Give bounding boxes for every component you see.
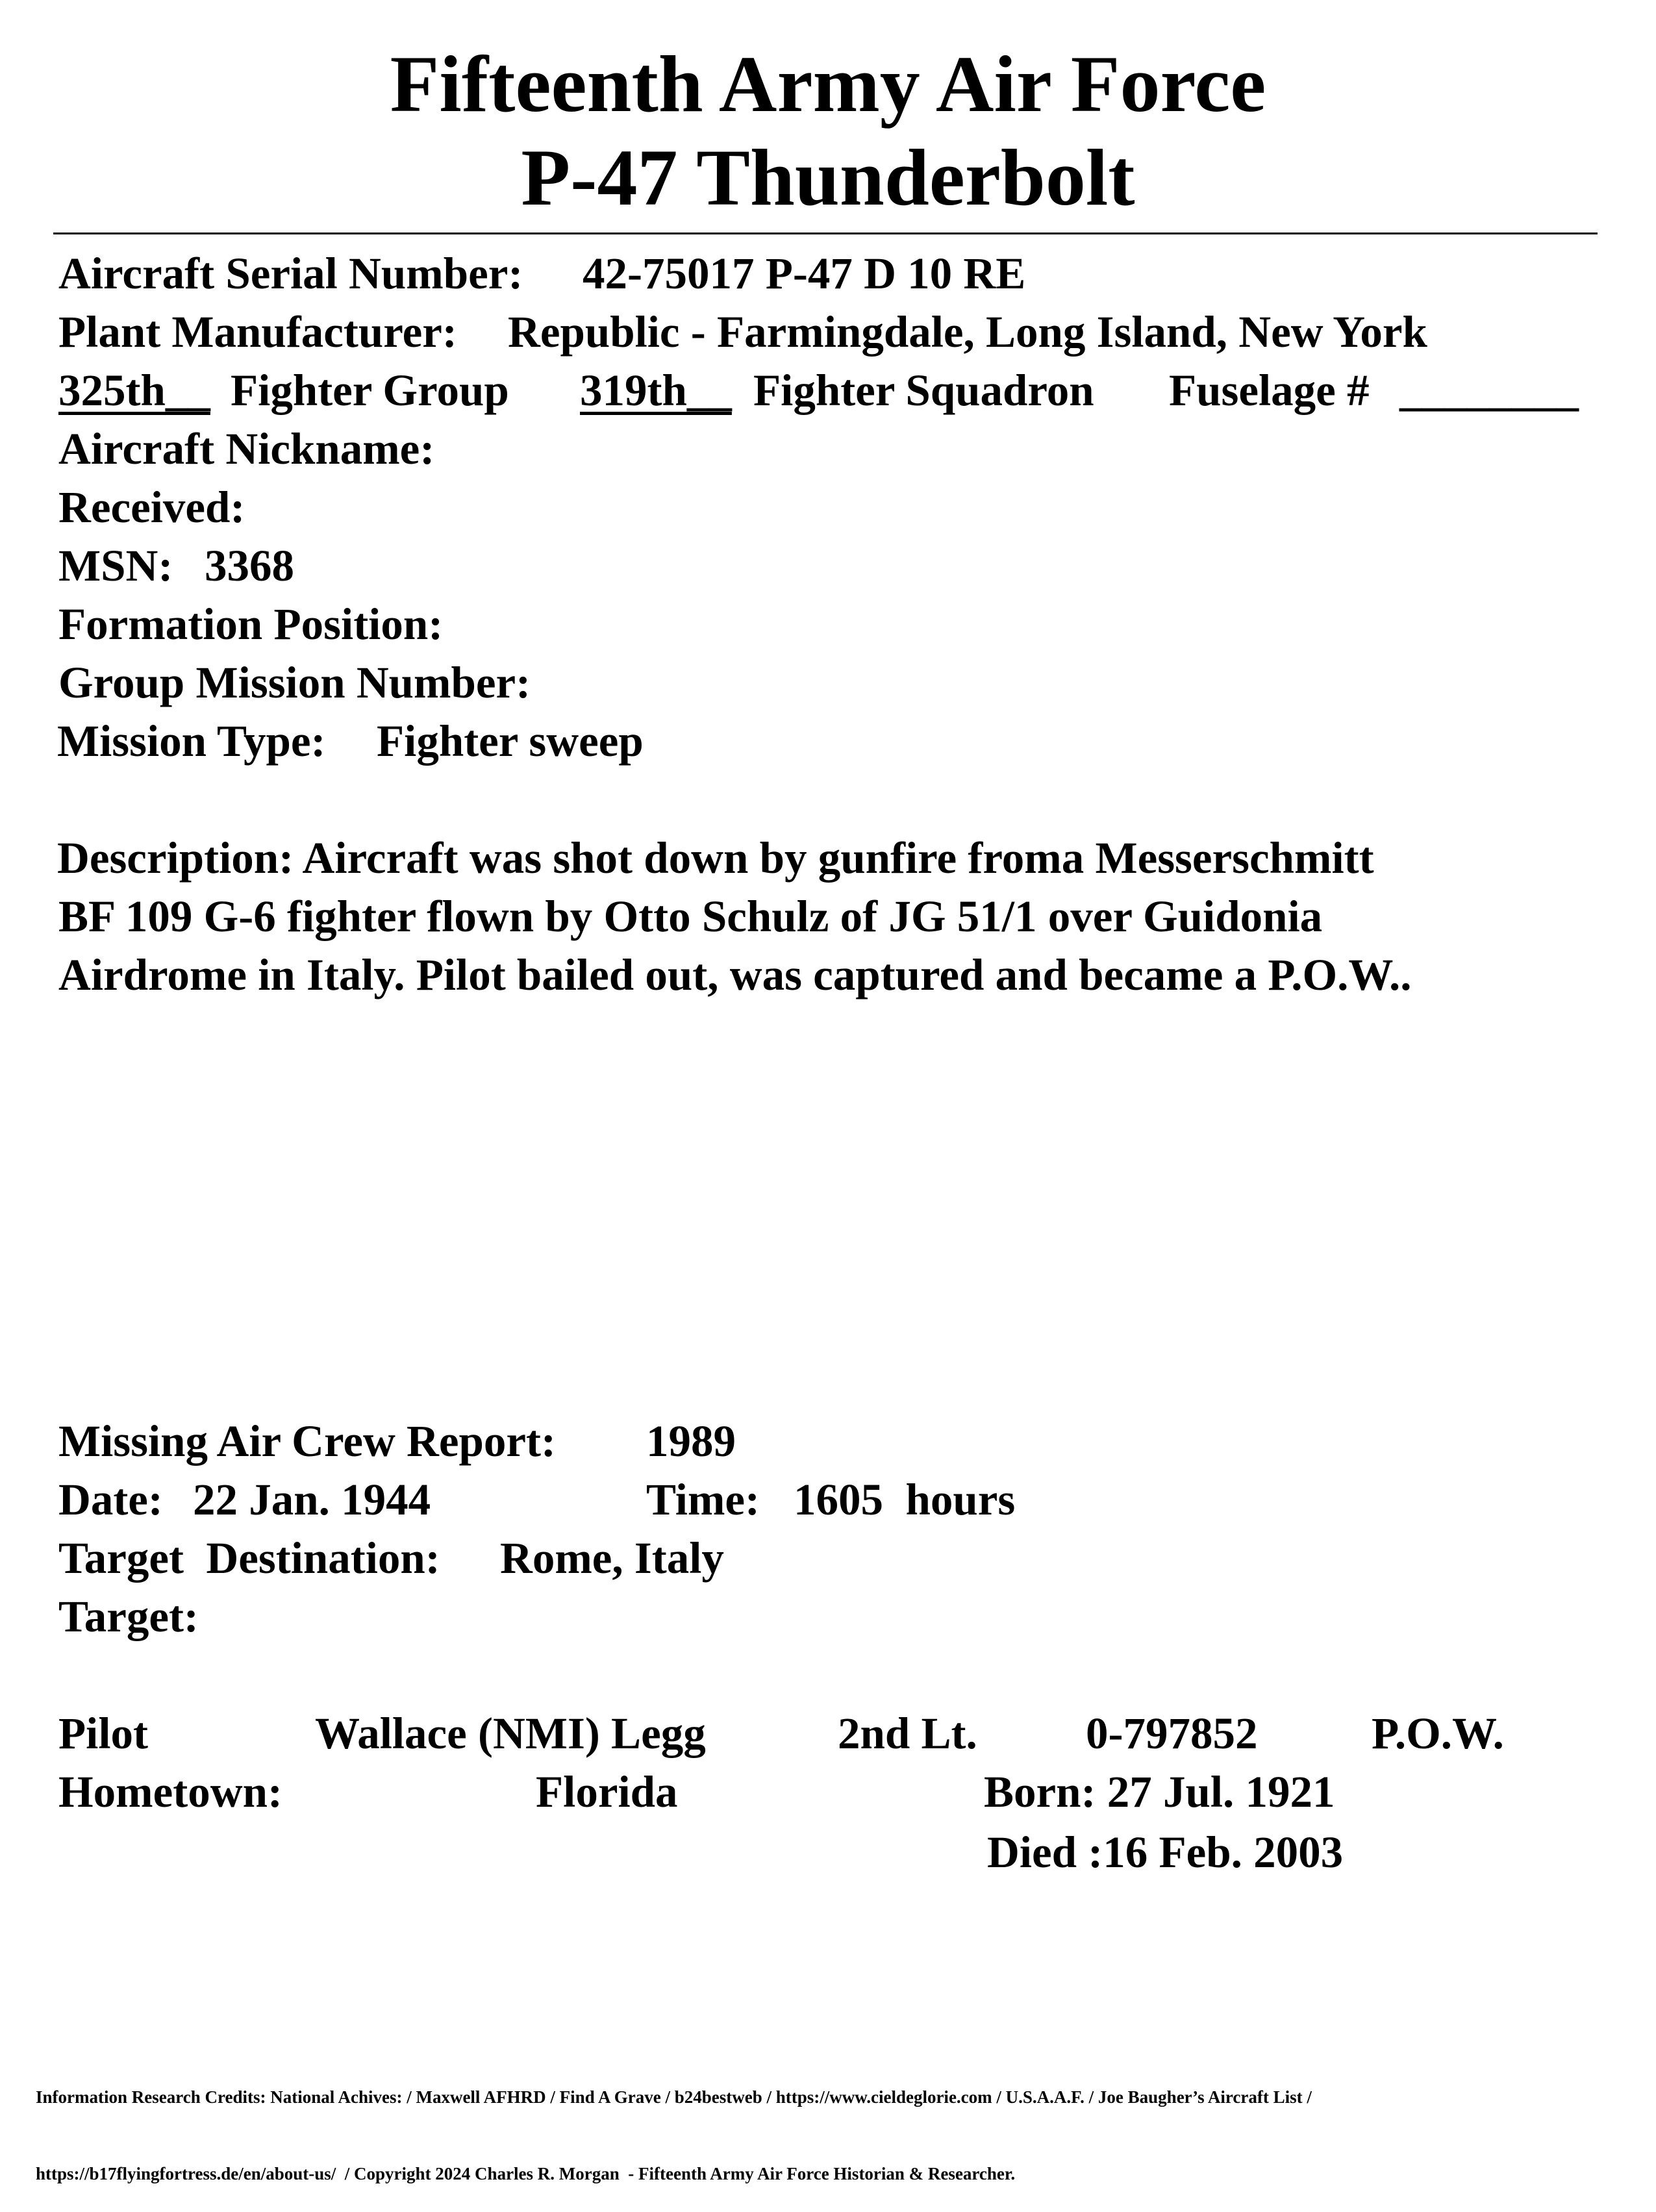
serial-label: Aircraft Serial Number: (58, 249, 523, 298)
fighter-group-label: Fighter Group (231, 366, 509, 415)
crew-status: P.O.W. (1372, 1709, 1504, 1758)
formation-position-label: Formation Position: (58, 599, 444, 649)
fighter-squadron-value: 319th__ (580, 366, 732, 415)
target-destination-label: Target Destination: (58, 1533, 440, 1583)
fighter-group-value: 325th__ (58, 366, 210, 415)
description-line2: BF 109 G-6 fighter flown by Otto Schulz of JG 51/1 over Guidonia (58, 892, 1323, 941)
crew-role: Pilot (58, 1709, 148, 1758)
serial-value: 42-75017 P-47 D 10 RE (583, 249, 1026, 298)
macr-label: Missing Air Crew Report: (58, 1416, 556, 1466)
crew-rank: 2nd Lt. (838, 1709, 977, 1758)
page-title-line2: P-47 Thunderbolt (521, 133, 1135, 222)
received-label: Received: (58, 483, 245, 532)
msn-label: MSN: (58, 541, 173, 590)
fighter-squadron-label: Fighter Squadron (753, 366, 1094, 415)
nickname-label: Aircraft Nickname: (58, 424, 435, 473)
fuselage-label: Fuselage # (1169, 366, 1370, 415)
header-divider (53, 233, 1598, 234)
credits-footer (36, 2034, 1312, 2212)
macr-value: 1989 (646, 1416, 736, 1466)
mission-type-label: Mission Type: (57, 716, 326, 766)
group-mission-number-label: Group Mission Number: (58, 658, 531, 707)
target-label: Target: (58, 1592, 199, 1641)
description-line1: Description: Aircraft was shot down by gunfire froma Messerschmitt (57, 833, 1374, 883)
hometown-value: Florida (536, 1767, 678, 1816)
crew-name: Wallace (NMI) Legg (315, 1709, 706, 1758)
manufacturer-value: Republic - Farmingdale, Long Island, New York (508, 307, 1427, 357)
mission-type-value: Fighter sweep (377, 716, 644, 766)
msn-value: 3368 (205, 541, 294, 590)
target-destination-value: Rome, Italy (500, 1533, 724, 1583)
description-line3: Airdrome in Italy. Pilot bailed out, was captured and became a P.O.W.. (58, 950, 1412, 999)
died-date: Died :16 Feb. 2003 (987, 1828, 1344, 1877)
credits-line1: Information Research Credits: National Achives: / Maxwell AFHRD / Find A Grave / b24bestweb / https://www.cieldeglorie.com / U.S.A.A.F. / Joe Baugher’s Aircraft List / (36, 2087, 1312, 2107)
time-value: 1605 hours (794, 1475, 1016, 1524)
fuselage-value: ________ (1399, 366, 1579, 415)
page-title-line1: Fifteenth Army Air Force (390, 40, 1266, 129)
time-label: Time: (646, 1475, 760, 1524)
date-label: Date: (58, 1475, 163, 1524)
manufacturer-label: Plant Manufacturer: (58, 307, 457, 357)
hometown-label: Hometown: (58, 1767, 282, 1816)
born-date: Born: 27 Jul. 1921 (984, 1767, 1335, 1816)
credits-line2: https://b17flyingfortress.de/en/about-us/ / Copyright 2024 Charles R. Morgan - Fifteenth Army Air Force Historian & Researcher. (36, 2163, 1016, 2183)
crew-serial: 0-797852 (1086, 1709, 1258, 1758)
date-value: 22 Jan. 1944 (193, 1475, 431, 1524)
